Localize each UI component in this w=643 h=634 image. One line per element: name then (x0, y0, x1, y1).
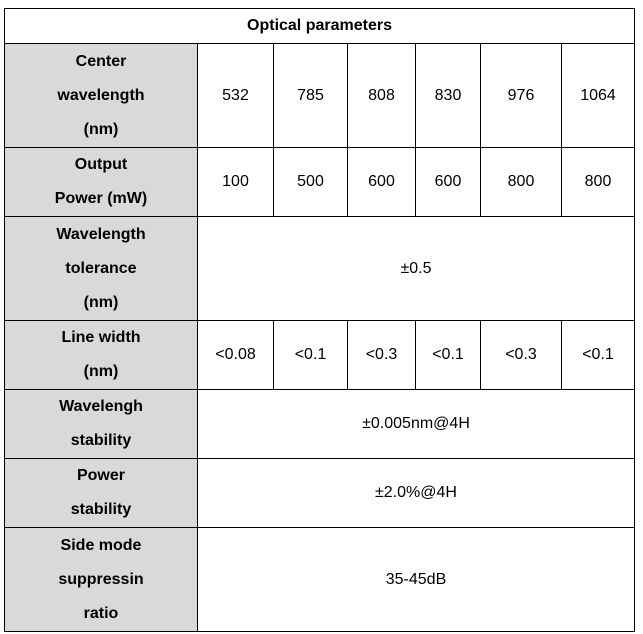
table-cell: <0.1 (416, 321, 481, 390)
table-cell: 532 (198, 44, 274, 148)
table-cell: 808 (348, 44, 416, 148)
table-row (5, 217, 635, 321)
table-row (5, 528, 635, 632)
row-label-wavelength-tolerance: Wavelength tolerance (nm) (5, 217, 198, 321)
row-label-wavelength-stability: Wavelengh stability (5, 390, 198, 459)
row-label-line-width: Line width (nm) (5, 321, 198, 390)
row-label-power-stability: Power stability (5, 459, 198, 528)
table-cell: 785 (274, 44, 348, 148)
table-row (5, 390, 635, 459)
row-label-output-power: Output Power (mW) (5, 148, 198, 217)
table-cell: 800 (481, 148, 562, 217)
table-cell: 600 (416, 148, 481, 217)
table-cell: 976 (481, 44, 562, 148)
table-row (5, 44, 635, 148)
table-cell: <0.3 (348, 321, 416, 390)
table-header-row (5, 9, 635, 44)
table-cell: <0.3 (481, 321, 562, 390)
table-cell: <0.08 (198, 321, 274, 390)
table-cell: <0.1 (562, 321, 635, 390)
table-cell: 500 (274, 148, 348, 217)
table-cell-merged: ±2.0%@4H (198, 459, 635, 528)
table-cell: 1064 (562, 44, 635, 148)
row-label-side-mode-suppression: Side mode suppressin ratio (5, 528, 198, 632)
table-row (5, 148, 635, 217)
table-cell-merged: ±0.005nm@4H (198, 390, 635, 459)
table-cell: 800 (562, 148, 635, 217)
table-title: Optical parameters (5, 9, 635, 44)
table-cell: 830 (416, 44, 481, 148)
table-cell: 600 (348, 148, 416, 217)
table-cell: <0.1 (274, 321, 348, 390)
table-cell-merged: 35-45dB (198, 528, 635, 632)
table-cell: 100 (198, 148, 274, 217)
optical-parameters-table (4, 8, 635, 632)
table-row (5, 321, 635, 390)
row-label-center-wavelength: Center wavelength (nm) (5, 44, 198, 148)
table-cell-merged: ±0.5 (198, 217, 635, 321)
table-row (5, 459, 635, 528)
